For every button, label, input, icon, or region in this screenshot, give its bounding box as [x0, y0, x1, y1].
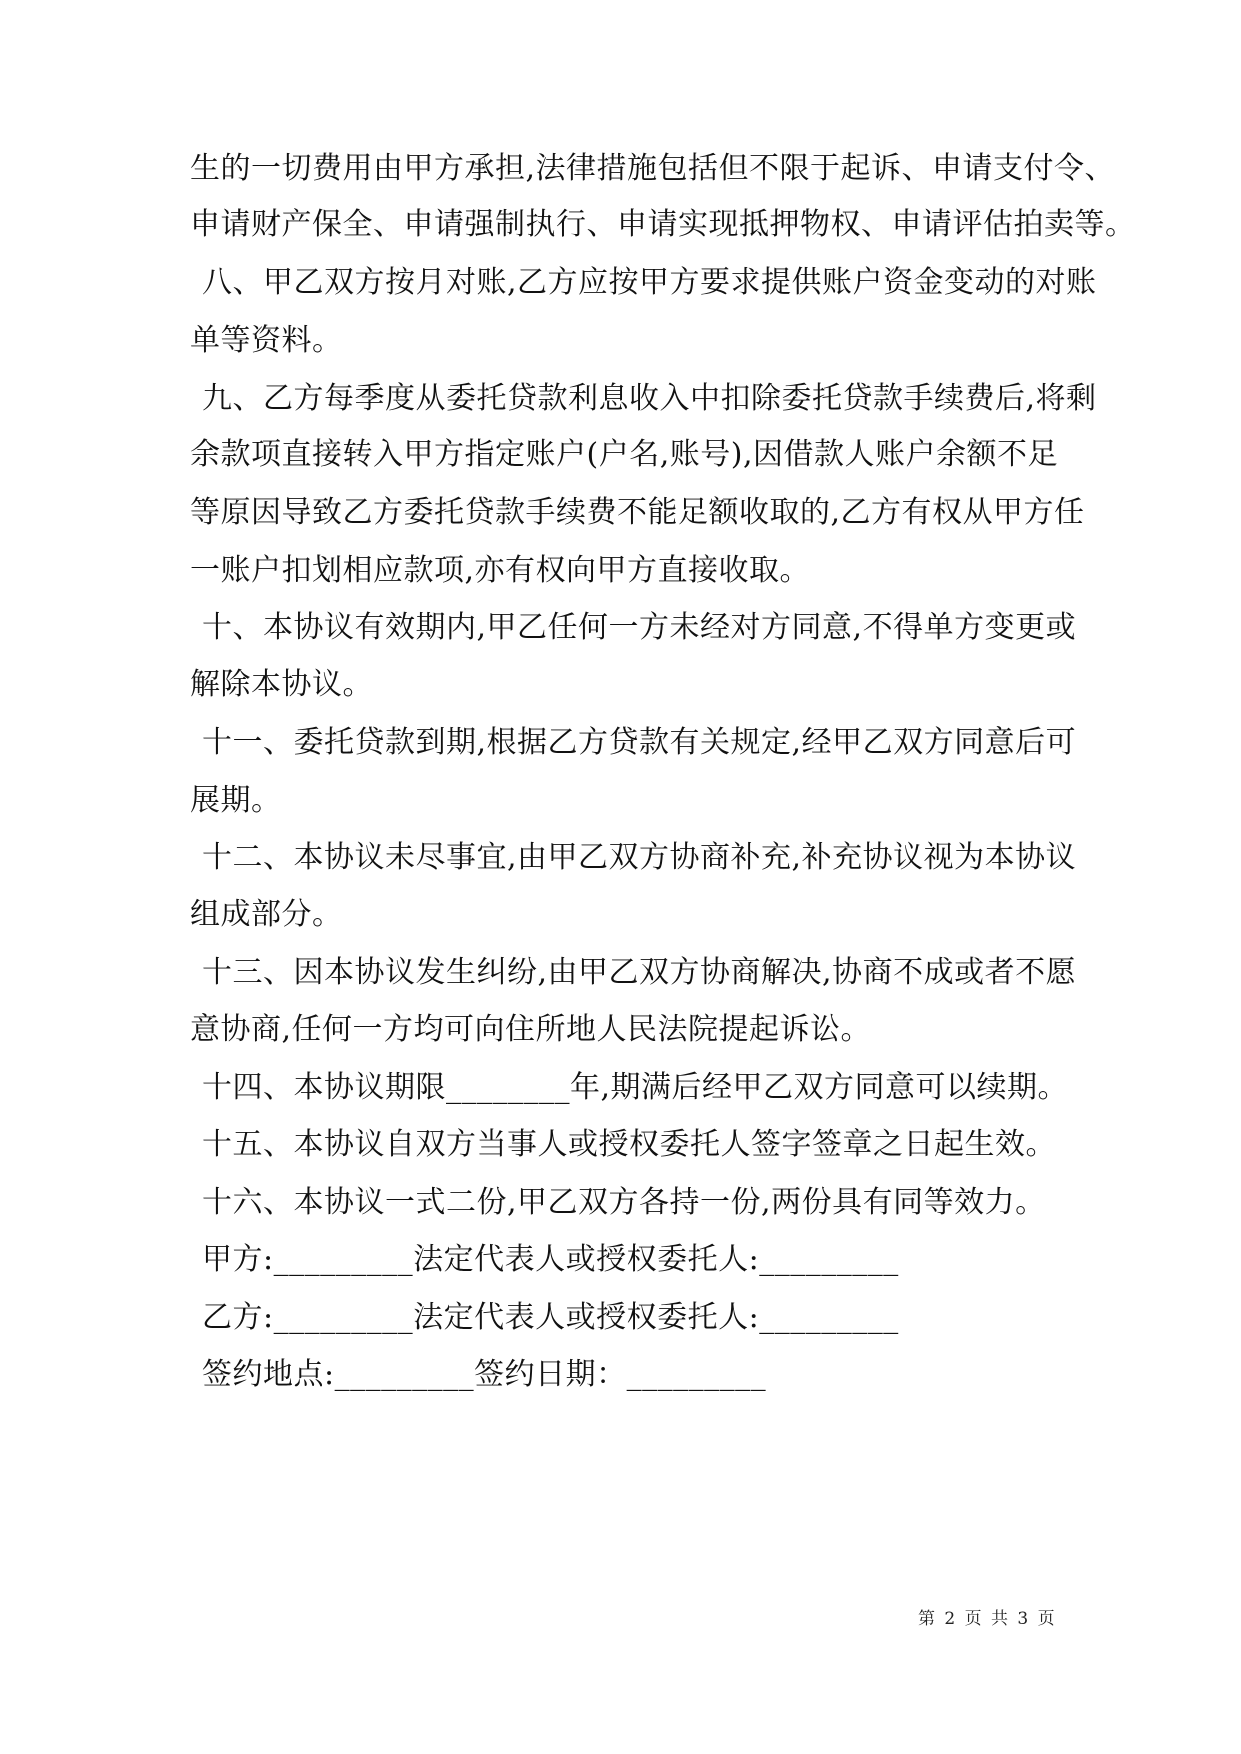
page-number-footer: 第 2 页 共 3 页 [918, 1609, 1057, 1629]
text-line: 十一、委托贷款到期,根据乙方贷款有关规定,经甲乙双方同意后可 [202, 725, 1077, 760]
text-line: 单等资料。 [190, 323, 343, 358]
text-line: 等原因导致乙方委托贷款手续费不能足额收取的,乙方有权从甲方任 [190, 495, 1085, 530]
text-line: 九、乙方每季度从委托贷款利息收入中扣除委托贷款手续费后,将剩 [202, 381, 1097, 416]
signature-line-party-b: 乙方:_________法定代表人或授权委托人:_________ [202, 1300, 899, 1335]
text-line: 组成部分。 [190, 897, 343, 932]
text-line: 十三、因本协议发生纠纷,由甲乙双方协商解决,协商不成或者不愿 [202, 955, 1077, 990]
text-line: 生的一切费用由甲方承担,法律措施包括但不限于起诉、申请支付令、 [190, 151, 1116, 186]
text-line: 余款项直接转入甲方指定账户(户名,账号),因借款人账户余额不足 [190, 437, 1058, 472]
text-line: 十六、本协议一式二份,甲乙双方各持一份,两份具有同等效力。 [202, 1185, 1046, 1220]
signature-line-party-a: 甲方:_________法定代表人或授权委托人:_________ [202, 1242, 899, 1277]
text-line: 展期。 [190, 783, 282, 818]
signing-place-date-line: 签约地点:_________签约日期：_________ [202, 1357, 767, 1392]
text-line: 八、甲乙双方按月对账,乙方应按甲方要求提供账户资金变动的对账 [202, 265, 1097, 300]
text-line: 申请财产保全、申请强制执行、申请实现抵押物权、申请评估拍卖等。 [190, 207, 1136, 242]
text-line: 一账户扣划相应款项,亦有权向甲方直接收取。 [190, 553, 811, 588]
text-line: 十五、本协议自双方当事人或授权委托人签字签章之日起生效。 [202, 1127, 1056, 1162]
text-line: 十二、本协议未尽事宜,由甲乙双方协商补充,补充协议视为本协议 [202, 840, 1077, 875]
text-line: 意协商,任何一方均可向住所地人民法院提起诉讼。 [190, 1012, 872, 1047]
text-line: 十、本协议有效期内,甲乙任何一方未经对方同意,不得单方变更或 [202, 610, 1077, 645]
text-line: 解除本协议。 [190, 667, 373, 702]
text-line: 十四、本协议期限________年,期满后经甲乙双方同意可以续期。 [202, 1070, 1069, 1105]
